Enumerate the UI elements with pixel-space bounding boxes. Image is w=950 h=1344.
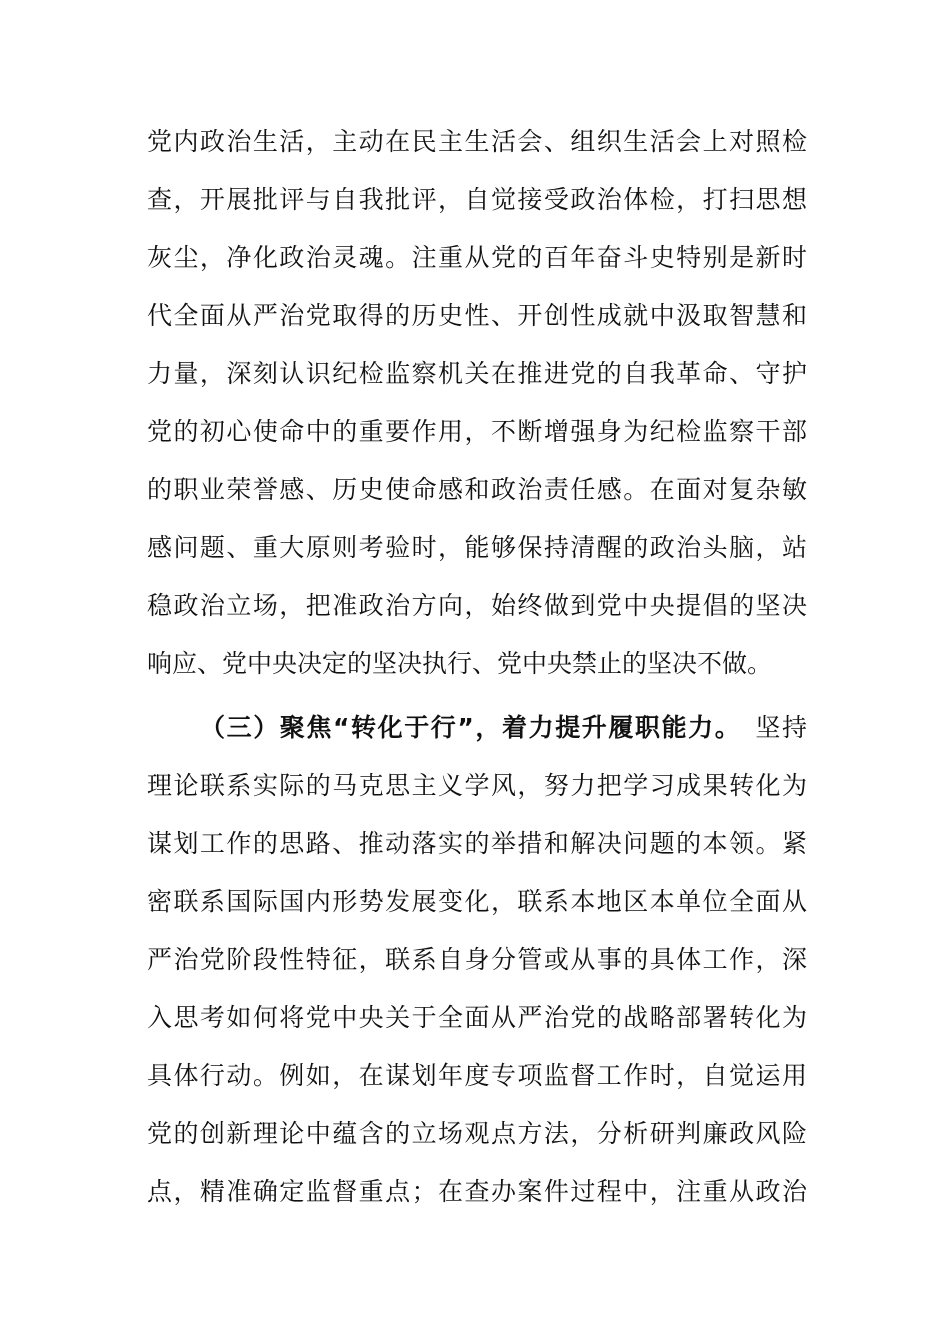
paragraph-line: 密联系国际国内形势发展变化，联系本地区本单位全面从 (147, 887, 807, 916)
paragraph-line: 代全面从严治党取得的历史性、开创性成就中汲取智慧和 (147, 301, 807, 330)
paragraph-line: 谋划工作的思路、推动落实的举措和解决问题的本领。紧 (147, 829, 807, 858)
paragraph-line: 灰尘，净化政治灵魂。注重从党的百年奋斗史特别是新时 (147, 243, 807, 272)
paragraph-line: 理论联系实际的马克思主义学风，努力把学习成果转化为 (147, 771, 807, 800)
paragraph-line: 党的初心使命中的重要作用，不断增强身为纪检监察干部 (147, 417, 807, 446)
paragraph-line: 感问题、重大原则考验时，能够保持清醒的政治头脑，站 (147, 533, 807, 562)
section-heading: （三）聚焦“转化于行”，着力提升履职能力。 (200, 713, 742, 742)
paragraph-line: 党内政治生活，主动在民主生活会、组织生活会上对照检 (147, 127, 807, 156)
paragraph-line: 查，开展批评与自我批评，自觉接受政治体检，打扫思想 (147, 185, 807, 214)
section-heading-line (200, 708, 807, 748)
paragraph-line: 响应、党中央决定的坚决执行、党中央禁止的坚决不做。 (147, 649, 773, 678)
paragraph-line: 入思考如何将党中央关于全面从严治党的战略部署转化为 (147, 1003, 807, 1032)
paragraph-line: 的职业荣誉感、历史使命感和政治责任感。在面对复杂敏 (147, 475, 807, 504)
paragraph-line: 点，精准确定监督重点；在查办案件过程中，注重从政治 (147, 1177, 807, 1206)
paragraph-line: 稳政治立场，把准政治方向，始终做到党中央提倡的坚决 (147, 591, 807, 620)
paragraph-line: 党的创新理论中蕴含的立场观点方法，分析研判廉政风险 (147, 1119, 807, 1148)
paragraph-line: 力量，深刻认识纪检监察机关在推进党的自我革命、守护 (147, 359, 807, 388)
paragraph-line: 严治党阶段性特征，联系自身分管或从事的具体工作，深 (147, 945, 807, 974)
heading-tail-text: 坚持 (755, 713, 807, 742)
paragraph-line: 具体行动。例如，在谋划年度专项监督工作时，自觉运用 (147, 1061, 807, 1090)
